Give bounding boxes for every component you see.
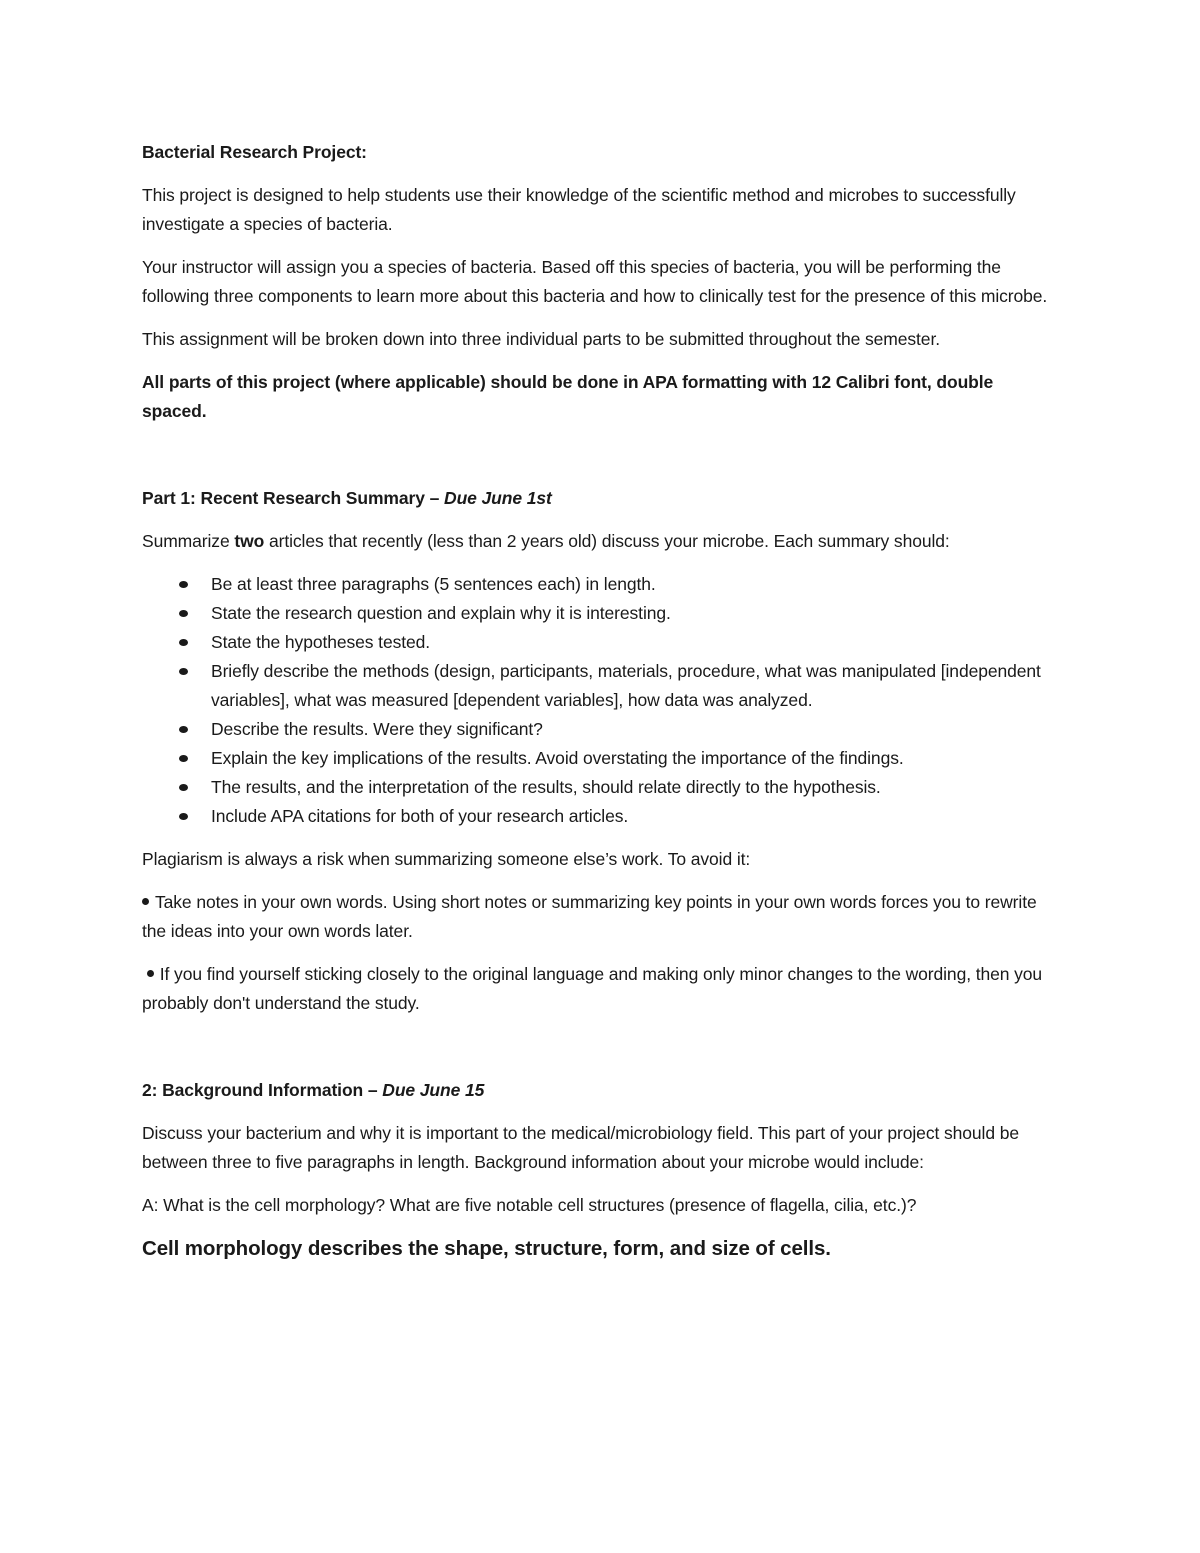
part2-description: Discuss your bacterium and why it is important to the medical/microbiology field. This part of your project should be between three to five paragraphs in length. Background information about your microbe would include: xyxy=(142,1123,1019,1172)
plagiarism-intro: Plagiarism is always a risk when summarizing someone else’s work. To avoid it: xyxy=(142,849,751,869)
list-item-text: State the research question and explain why it is interesting. xyxy=(211,603,671,623)
plagiarism-tip-1 xyxy=(142,888,1062,946)
part1-lead-bold: two xyxy=(234,531,265,551)
list-item-text: Briefly describe the methods (design, participants, materials, procedure, what was manipulated [independent variables], what was measured [dependent variables], how data was analyzed. xyxy=(211,661,1041,710)
plagiarism-tip-2-text: If you find yourself sticking closely to the original language and making only minor changes to the wording, then you probably don't understand the study. xyxy=(142,964,1043,1013)
list-item-text: State the hypotheses tested. xyxy=(211,632,431,652)
bullet-icon xyxy=(179,581,188,588)
list-item xyxy=(211,773,1062,802)
list-item-text: Explain the key implications of the results. Avoid overstating the importance of the findings. xyxy=(211,748,904,768)
part1-due-date: Due June 1st xyxy=(444,488,552,508)
bullet-icon xyxy=(179,668,188,675)
list-item xyxy=(211,715,1062,744)
intro-paragraph-2: Your instructor will assign you a species of bacteria. Based off this species of bacteria, you will be performing the following three components to learn more about this bacteria and how to clinically test for the presence of this microbe. xyxy=(142,257,1048,306)
list-item xyxy=(211,802,1062,831)
list-item xyxy=(211,744,1062,773)
bullet-icon xyxy=(179,726,188,733)
bullet-icon xyxy=(179,784,188,791)
document-title: Bacterial Research Project: xyxy=(142,142,367,162)
intro-paragraph-1: This project is designed to help students use their knowledge of the scientific method and microbes to successfully investigate a species of bacteria. xyxy=(142,185,1016,234)
document-page xyxy=(142,138,1062,1264)
part1-heading xyxy=(142,484,1062,513)
list-item-text: Describe the results. Were they significant? xyxy=(211,719,543,739)
plagiarism-tip-1-text: Take notes in your own words. Using short notes or summarizing key points in your own words forces you to rewrite the ideas into your own words later. xyxy=(142,892,1037,941)
intro-paragraph-3: This assignment will be broken down into three individual parts to be submitted throughout the semester. xyxy=(142,329,940,349)
list-item xyxy=(211,628,1062,657)
list-item-text: The results, and the interpretation of the results, should relate directly to the hypothesis. xyxy=(211,777,881,797)
plagiarism-tip-2 xyxy=(142,960,1062,1018)
bullet-icon xyxy=(179,610,188,617)
part2-answer-a: Cell morphology describes the shape, structure, form, and size of cells. xyxy=(142,1237,831,1260)
bullet-icon xyxy=(147,970,154,977)
part1-requirements-list xyxy=(142,570,1062,831)
part1-lead xyxy=(142,527,1062,556)
part2-question-a: A: What is the cell morphology? What are five notable cell structures (presence of flagella, cilia, etc.)? xyxy=(142,1195,917,1215)
part2-heading-text: 2: Background Information – xyxy=(142,1080,383,1100)
bullet-icon xyxy=(142,898,149,905)
list-item xyxy=(211,657,1062,715)
part2-due-date: Due June 15 xyxy=(382,1080,485,1100)
format-note: All parts of this project (where applicable) should be done in APA formatting with 12 Calibri font, double spaced. xyxy=(142,372,994,421)
list-item-text: Be at least three paragraphs (5 sentences each) in length. xyxy=(211,574,656,594)
bullet-icon xyxy=(179,813,188,820)
part1-lead-prefix: Summarize xyxy=(142,531,235,551)
bullet-icon xyxy=(179,755,188,762)
list-item-text: Include APA citations for both of your research articles. xyxy=(211,806,629,826)
list-item xyxy=(211,570,1062,599)
part2-heading xyxy=(142,1076,1062,1105)
part1-heading-text: Part 1: Recent Research Summary – xyxy=(142,488,445,508)
part1-lead-suffix: articles that recently (less than 2 years old) discuss your microbe. Each summary should: xyxy=(264,531,950,551)
bullet-icon xyxy=(179,639,188,646)
list-item xyxy=(211,599,1062,628)
